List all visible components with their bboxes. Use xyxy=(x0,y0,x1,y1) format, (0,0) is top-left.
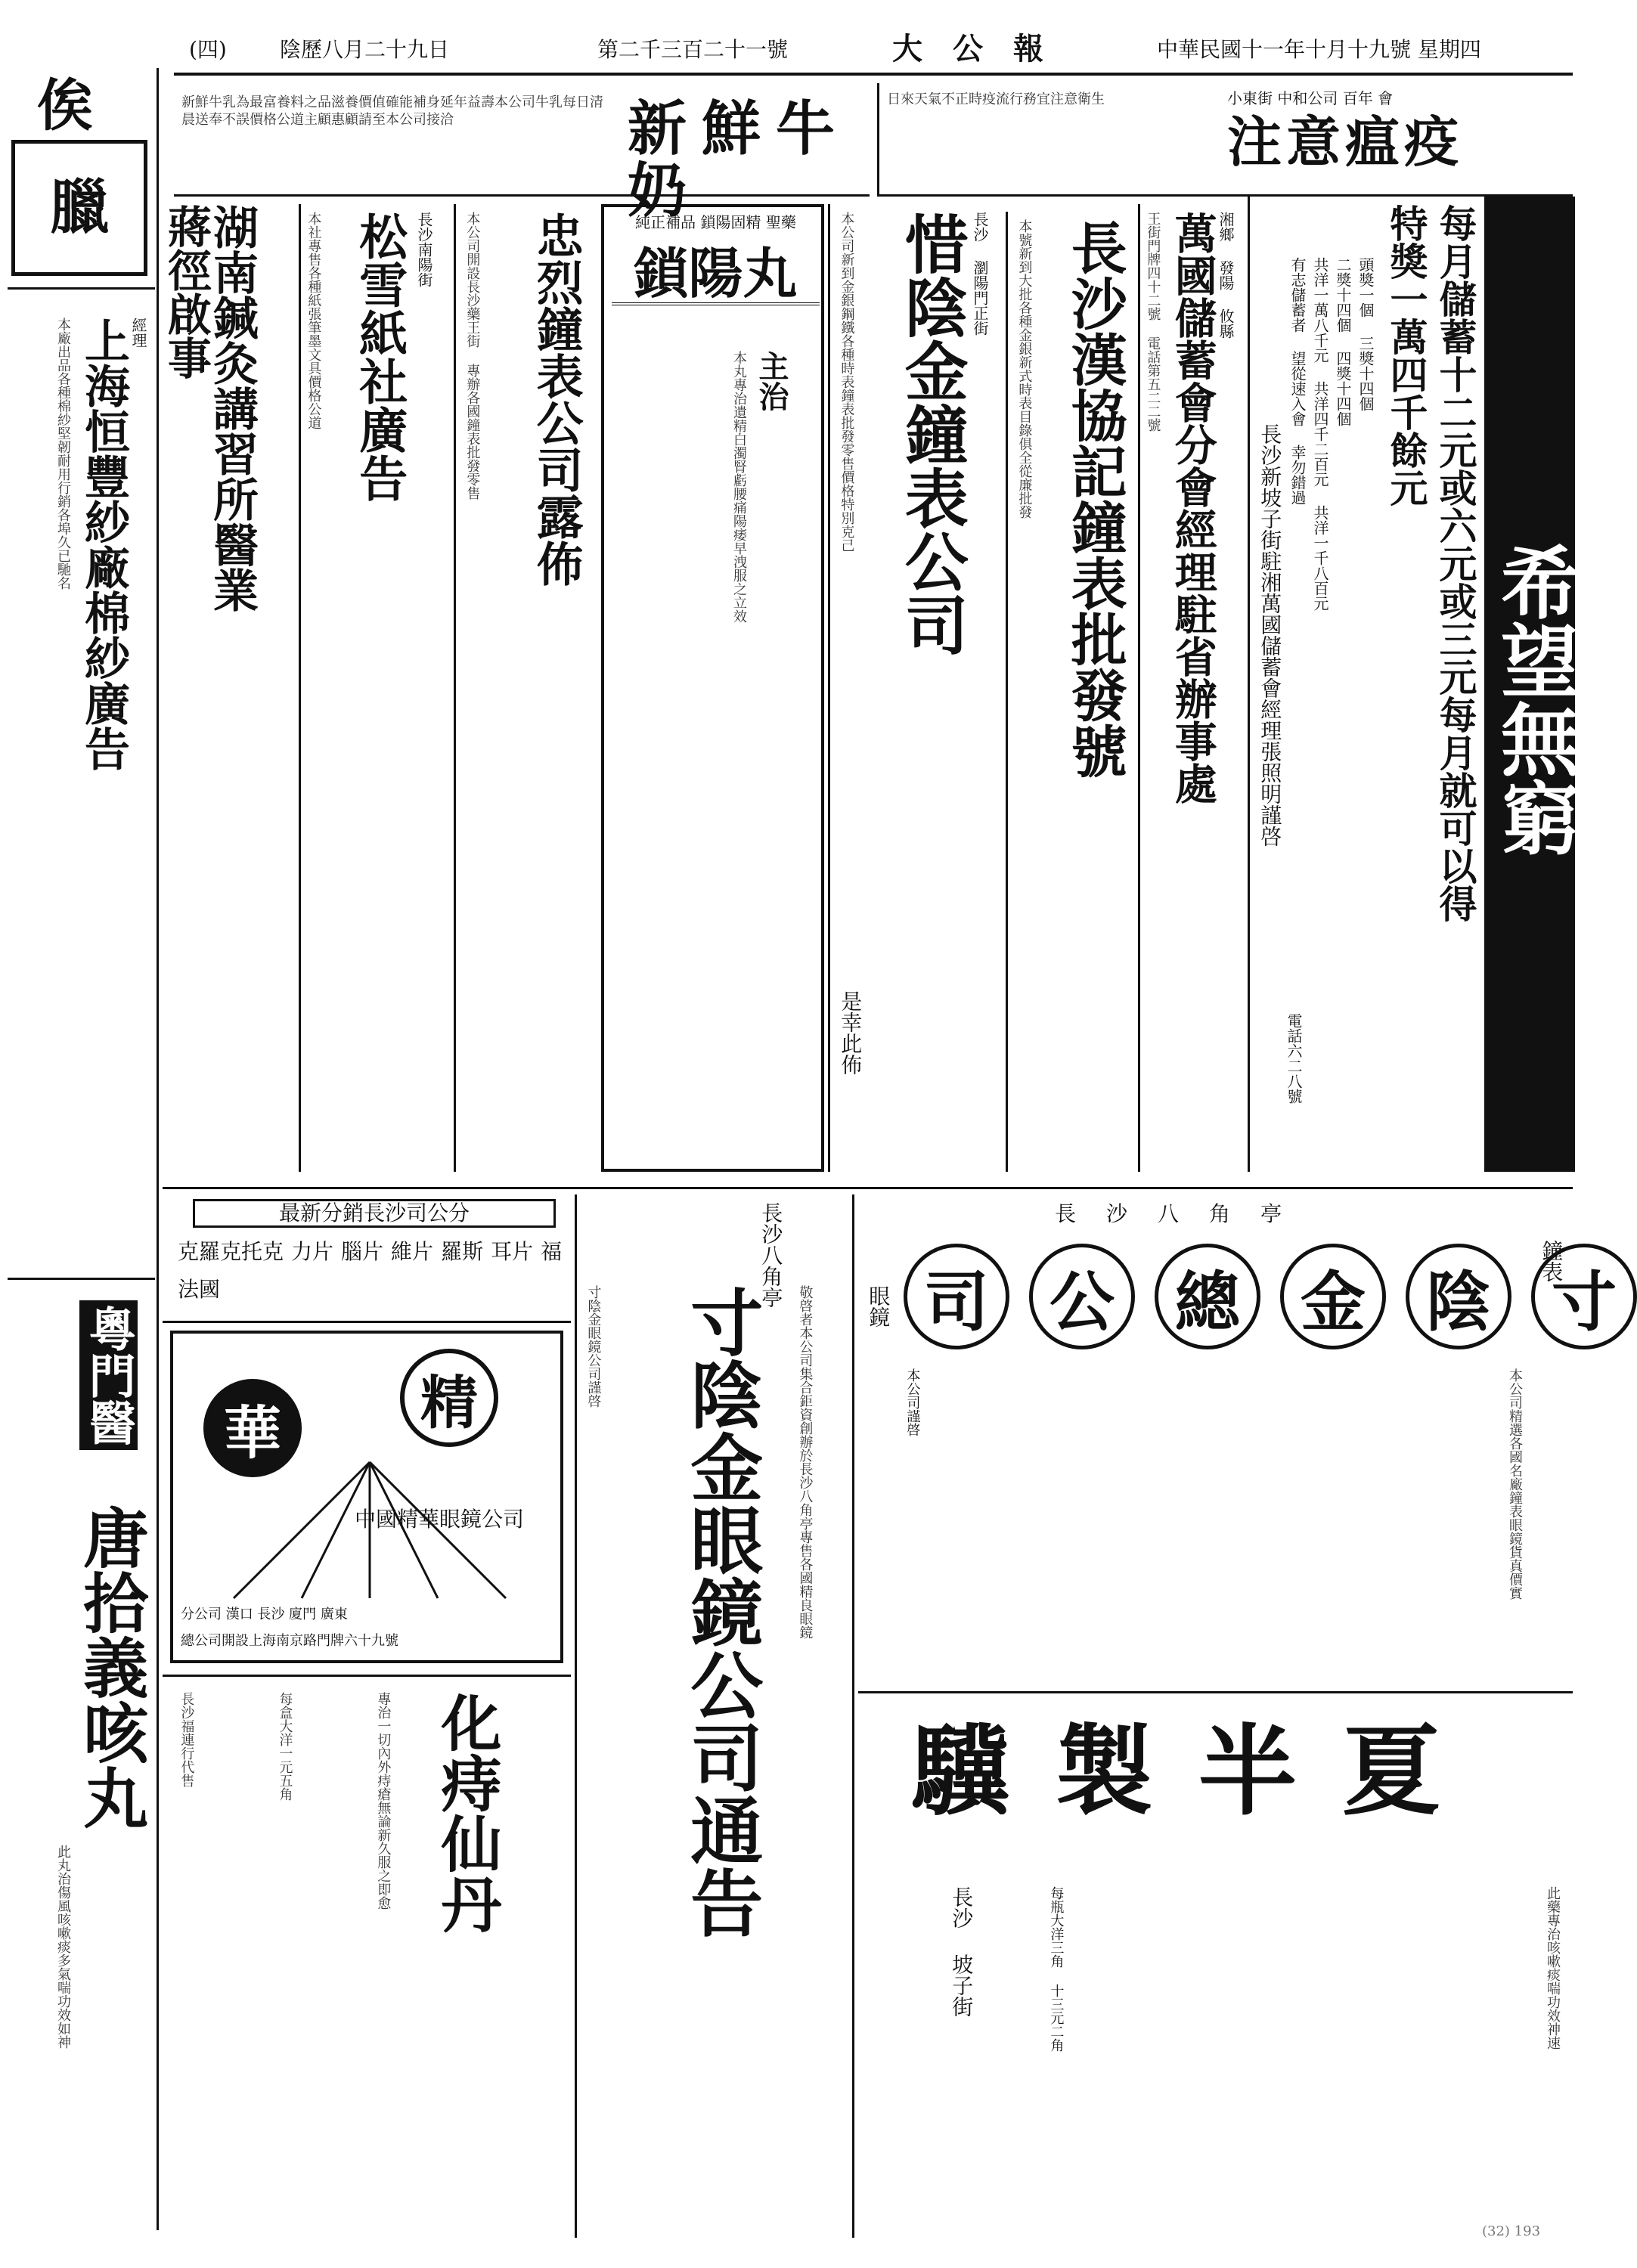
cunyin-notice-body: 敬啓者本公司集合鉅資創辦於長沙八角亭專售各國精良眼鏡 xyxy=(797,1285,814,1639)
lottery-line7: 長沙新坡子街駐湘萬國儲蓄會經理張照明謹啓 xyxy=(1257,423,1283,847)
hunan-block xyxy=(160,204,295,1187)
jinghua-title: 中國精華眼鏡公司 xyxy=(355,1507,525,1532)
savings-body: 王街門牌四十二號 電話第五二二號 xyxy=(1145,212,1161,432)
lottery-line6: 有志儲蓄者 望從速入會 幸勿錯過 xyxy=(1288,257,1307,505)
lottery-title: 希望無窮 xyxy=(1484,197,1575,1172)
hengfeng-side: 經理 xyxy=(129,318,147,348)
epidemic-body: 日來天氣不正時疫流行務宜注意衛生 xyxy=(887,91,1105,107)
xiyin-location: 長沙 瀏陽門正街 xyxy=(971,212,989,336)
cunyin-notice-sign: 寸陰金眼鏡公司謹啓 xyxy=(585,1285,602,1408)
tang-body: 此丸治傷風咳嗽痰多氣喘功效如神 xyxy=(55,1845,71,2049)
hanxie-block xyxy=(1006,212,1134,1172)
jinghua-circle-b: 華 xyxy=(203,1379,302,1477)
left-lower-prices: 每盒大洋一元五角 xyxy=(277,1692,293,1801)
cunyin-oval: 寸 xyxy=(1531,1244,1637,1349)
header-issue: 第二千三百二十一號 xyxy=(597,37,789,62)
header-page-number: (四) xyxy=(189,37,227,62)
xiyin-note: 是幸此佈 xyxy=(838,990,863,1075)
pill-title: 鎖陽丸 xyxy=(612,245,820,305)
cunyin-oval: 司 xyxy=(904,1244,1009,1349)
zhonglie-body: 本公司開設長沙藥王街 專辦各國鐘表批發零售 xyxy=(464,212,481,500)
brands-country: 法國 xyxy=(178,1277,221,1302)
lottery-line5: 共洋一萬八千元 共洋四千二百元 共洋一千八百元 xyxy=(1311,257,1329,611)
cunyin-main-left: 眼鏡 xyxy=(866,1285,891,1328)
epidemic-block xyxy=(877,83,1573,197)
page-header xyxy=(174,30,1573,76)
savings-place: 湘鄉 發陽 攸縣 xyxy=(1217,212,1235,339)
left-column xyxy=(8,68,159,2230)
left-logo: 臘 xyxy=(11,140,147,276)
hengfeng-body: 本廠出品各種棉紗堅韌耐用行銷各埠久已馳名 xyxy=(55,318,71,590)
zhonglie-block xyxy=(454,204,597,1172)
brand-item: 力片 xyxy=(291,1239,334,1264)
songxue-body: 本社專售各種紙張筆墨文具價格公道 xyxy=(305,212,322,429)
cunyin-oval: 公 xyxy=(1029,1244,1135,1349)
hengfeng-title: 上海恒豐紗廠棉紗廣告 xyxy=(77,318,130,771)
zhonglie-title: 忠烈鐘表公司露佈 xyxy=(529,212,584,587)
lottery-line4: 二獎十四個 四獎十四個 xyxy=(1334,257,1352,426)
pill-label: 主治 xyxy=(754,351,789,411)
cunyin-main-right: 鐘表 xyxy=(1539,1240,1564,1282)
xiyin-body: 本公司新到金銀鋼鐵各種時表鐘表批發零售價格特別克己 xyxy=(839,212,855,552)
footer-page-mark: (32) 193 xyxy=(1482,2223,1541,2239)
jinghua-branch: 分公司 漢口 長沙 廈門 廣東 xyxy=(181,1606,348,1622)
middle-divider xyxy=(163,1187,1573,1189)
jinghua-addr: 總公司開設上海南京路門牌六十九號 xyxy=(181,1633,398,1649)
cunyin-notice-title: 寸陰金眼鏡公司通告 xyxy=(678,1285,764,1938)
lottery-block xyxy=(1248,197,1580,1172)
summer-price: 每瓶大洋三角 十三元二角 xyxy=(1048,1886,1065,2052)
lottery-line2: 特獎一萬四千餘元 xyxy=(1384,204,1429,507)
songxue-place: 長沙南陽街 xyxy=(415,212,433,287)
hemorrhoid-block xyxy=(163,1675,571,2234)
cunyin-main-block xyxy=(858,1194,1617,1693)
left-rule-2 xyxy=(8,1278,155,1280)
savings-block xyxy=(1138,204,1244,1172)
brands-list xyxy=(178,1240,571,1264)
header-lunar-date: 陰歷八月二十九日 xyxy=(280,37,450,62)
songxue-title: 松雪紙社廣告 xyxy=(351,212,408,502)
summer-block xyxy=(858,1697,1573,2234)
summer-body: 此藥專治咳嗽痰喘功效神速 xyxy=(1545,1886,1561,2050)
brand-item: 耳片 xyxy=(491,1239,534,1264)
cunyin-oval: 金 xyxy=(1280,1244,1386,1349)
lottery-line1: 每月儲蓄十二元或六元或三元每月就可以得 xyxy=(1433,204,1478,922)
xiyin-block xyxy=(828,204,1002,1172)
milk-title: 新鮮牛奶 xyxy=(628,94,851,225)
brands-block xyxy=(163,1194,571,1323)
cunyin-oval: 總 xyxy=(1155,1244,1260,1349)
hunan-title: 湖南鍼灸講習所醫業 xyxy=(206,204,259,612)
xiyin-title: 惜陰金鐘表公司 xyxy=(894,212,970,656)
summer-addr: 長沙 坡子街 xyxy=(949,1886,975,2017)
cunyin-main-top: 長沙八角亭 xyxy=(1055,1201,1313,1226)
brand-item: 克羅克托克 xyxy=(178,1239,284,1264)
header-paper-name: 大公報 xyxy=(892,31,1074,67)
left-top-brand: 俟 xyxy=(27,76,93,132)
savings-title: 萬國儲蓄會分會經理駐省辦事處 xyxy=(1167,212,1218,804)
left-lower-addr: 長沙福連行代售 xyxy=(178,1692,195,1787)
brand-item: 福 xyxy=(541,1239,563,1264)
hanxie-title: 長沙漢協記鐘表批發號 xyxy=(1062,219,1127,779)
brand-item: 羅斯 xyxy=(441,1239,484,1264)
cunyin-oval: 陰 xyxy=(1406,1244,1511,1349)
jinghua-circle-a: 精 xyxy=(400,1349,498,1447)
brands-title: 最新分銷長沙司公分 xyxy=(193,1199,556,1228)
cunyin-notice-place: 長沙八角亭 xyxy=(758,1202,784,1308)
summer-title: 驥製半夏 xyxy=(911,1713,1487,1829)
cunyin-main-sign: 本公司謹啓 xyxy=(904,1368,921,1436)
hemorrhoid-body: 專治一切內外痔瘡無論新久服之即愈 xyxy=(375,1692,392,1910)
jinghua-block xyxy=(170,1331,563,1663)
epidemic-title: 注意瘟疫 xyxy=(1227,110,1464,174)
milk-body: 新鮮牛乳為最富養料之品滋養價值確能補身延年益壽本公司牛乳每日清晨送奉不誤價格公道主顧惠顧請至本公司接洽 xyxy=(181,94,603,129)
epidemic-sub: 小東街 中和公司 百年 會 xyxy=(1227,89,1394,107)
lottery-line3: 頭獎一個 三獎十四個 xyxy=(1356,257,1375,411)
hunan-name: 蔣徑啟事 xyxy=(160,204,212,380)
cunyin-notice-block xyxy=(575,1194,854,2238)
hanxie-body: 本號新到大批各種金銀新式時表目錄俱全從廉批發 xyxy=(1016,219,1033,519)
brand-item: 腦片 xyxy=(341,1239,384,1264)
cunyin-main-ovals xyxy=(904,1244,1637,1349)
left-rule-1 xyxy=(8,287,155,290)
pill-body: 本丸專治遺精白濁腎虧腰痛陽痿早洩服之立效 xyxy=(731,351,747,623)
pill-block xyxy=(601,204,824,1172)
pill-header: 純正補品 鎖陽固精 聖藥 xyxy=(635,213,796,231)
brand-item: 維片 xyxy=(391,1239,434,1264)
songxue-block xyxy=(299,204,450,1172)
hemorrhoid-title: 化痔仙丹 xyxy=(431,1692,502,1934)
cunyin-main-body: 本公司精選各國名廠鐘表眼鏡貨真價實 xyxy=(1507,1368,1523,1600)
header-date: 中華民國十一年十月十九號 星期四 xyxy=(1157,37,1481,62)
tang-title: 唐拾義咳丸 xyxy=(72,1504,149,1830)
lottery-phone: 電話六二八號 xyxy=(1285,1013,1303,1104)
tang-prefix: 粵門醫 xyxy=(79,1300,138,1450)
